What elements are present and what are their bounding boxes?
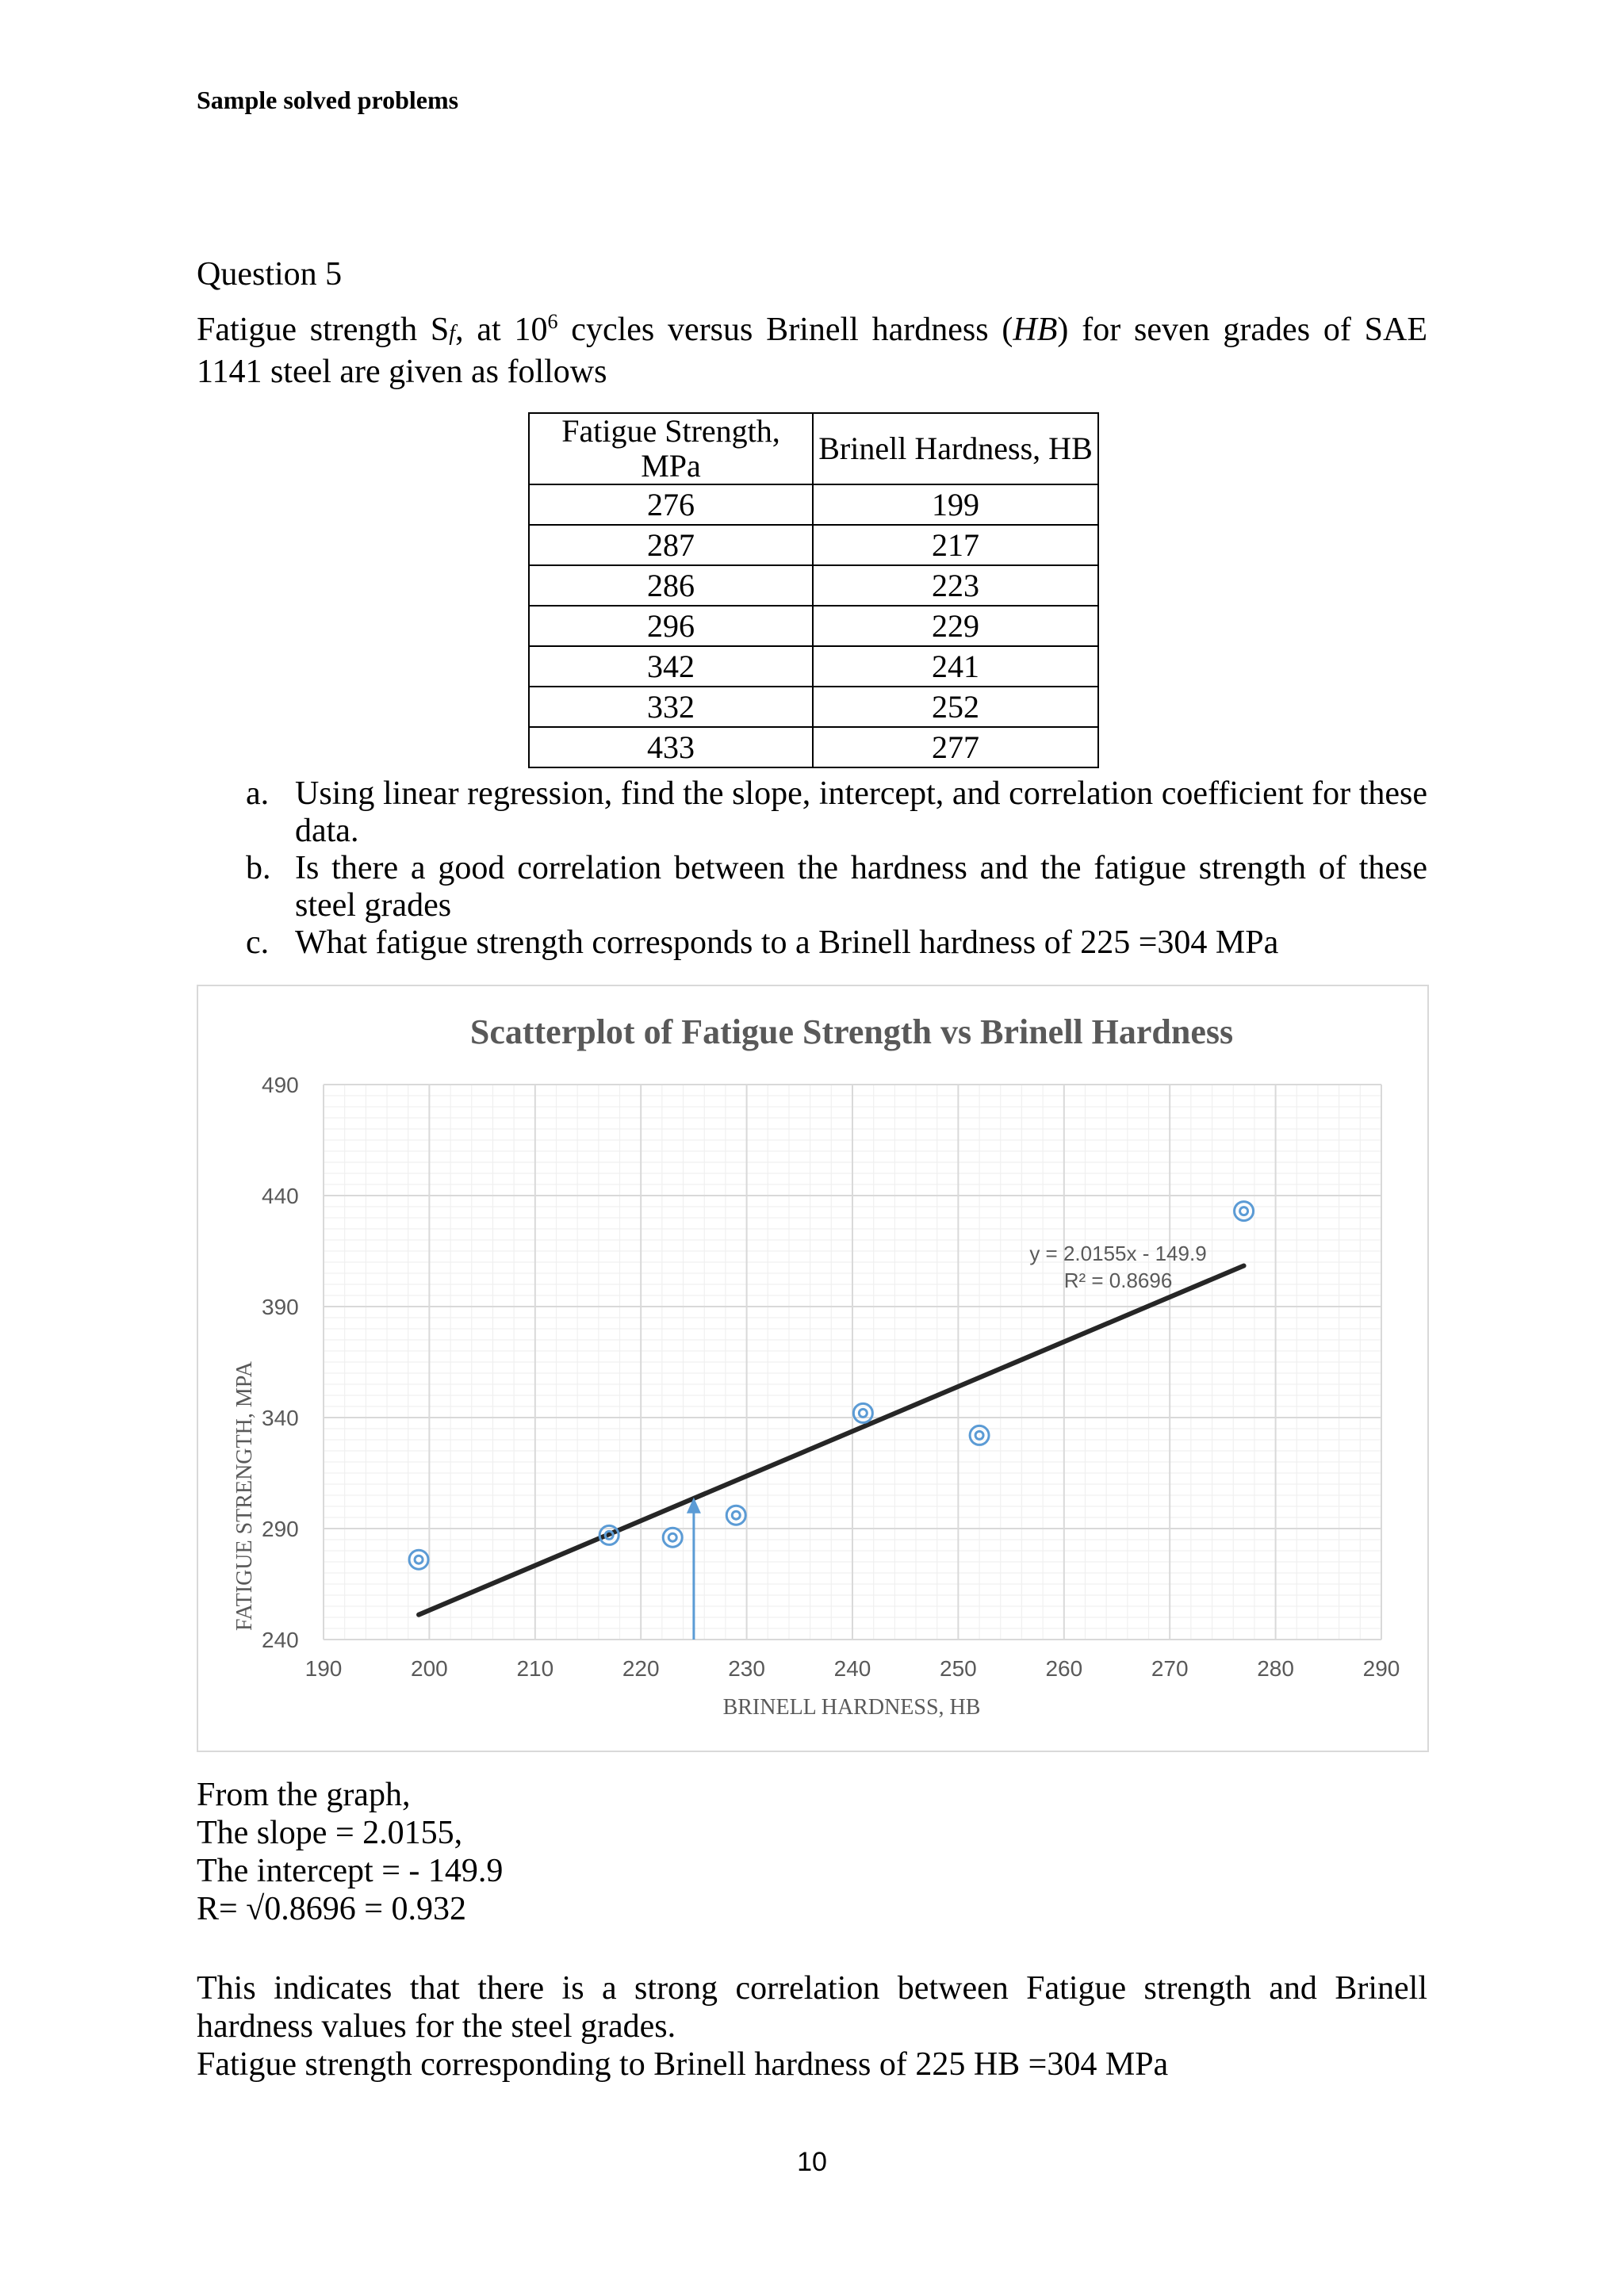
table-cell: 332 [529,687,813,727]
y-tick-label: 290 [262,1517,299,1541]
table-row [529,525,1098,565]
conclusion-line: This indicates that there is a strong correlation between Fatigue strength and Brinell hardness values for the steel grades. [197,1970,1427,2045]
intro-superscript: 6 [547,310,558,333]
x-tick-label: 200 [411,1656,448,1681]
answer-line: From the graph, [197,1777,411,1813]
chart-gridlines [324,1085,1381,1640]
table-row [529,727,1098,767]
table-cell: 241 [813,646,1098,687]
table-row [529,646,1098,687]
answer-line: The intercept = - 149.9 [197,1853,504,1889]
table-cell: 252 [813,687,1098,727]
x-tick-label: 290 [1362,1656,1400,1681]
intro-subscript: f [449,321,456,346]
x-tick-label: 240 [833,1656,871,1681]
trendline-equation: y = 2.0155x - 149.9 [1029,1242,1207,1265]
page-header: Sample solved problems [197,86,459,114]
task-item-b [238,850,1427,924]
chart-y-axis-label: FATIGUE STRENGTH, MPA [232,1361,257,1631]
x-tick-label: 280 [1257,1656,1294,1681]
x-tick-label: 270 [1151,1656,1189,1681]
intro-part-4: ) for seven grades of SAE 1141 steel are given as follows [197,312,1427,390]
table-cell: 277 [813,727,1098,767]
data-point [409,1550,428,1569]
x-tick-label: 190 [304,1656,343,1681]
data-point-inner [415,1556,423,1563]
chart-ticks [262,1073,1400,1681]
table-row [529,606,1098,646]
data-point [726,1506,745,1525]
data-point-inner [732,1511,740,1519]
data-point [663,1528,682,1547]
y-tick-label: 340 [262,1406,299,1430]
y-tick-label: 490 [262,1073,299,1097]
table-header-hardness: Brinell Hardness, HB [813,413,1098,484]
table-row [529,484,1098,525]
x-tick-label: 220 [622,1656,660,1681]
task-item-c [238,924,1427,962]
table-cell: 433 [529,727,813,767]
table-cell: 342 [529,646,813,687]
task-text: Using linear regression, find the slope, intercept, and correlation coefficient for these data. [295,775,1427,849]
table-row [529,565,1098,606]
table-cell: 199 [813,484,1098,525]
conclusion-block [197,1969,1427,2084]
intro-part-1: Fatigue strength S [197,312,450,348]
question-title: Question 5 [197,256,343,293]
table-cell: 286 [529,565,813,606]
x-tick-label: 250 [940,1656,977,1681]
intro-hb: HB [1013,312,1058,348]
task-text: What fatigue strength corresponds to a Brinell hardness of 225 =304 MPa [295,924,1279,961]
task-text: Is there a good correlation between the hardness and the fatigue strength of these steel grades [295,850,1427,924]
x-tick-label: 260 [1045,1656,1083,1681]
trendline-r-squared: R² = 0.8696 [1063,1269,1173,1292]
table-cell: 296 [529,606,813,646]
table-cell: 217 [813,525,1098,565]
y-tick-label: 390 [262,1295,299,1319]
table-cell: 276 [529,484,813,525]
answer-line: The slope = 2.0155, [197,1815,463,1851]
table-cell: 229 [813,606,1098,646]
answer-line: R= √0.8696 = 0.932 [197,1891,466,1927]
x-tick-label: 210 [516,1656,554,1681]
table-cell: 223 [813,565,1098,606]
chart-canvas [198,986,1431,1754]
data-point-inner [1240,1207,1248,1215]
table-header-fatigue: Fatigue Strength, MPa [529,413,813,484]
data-point-inner [859,1409,867,1417]
chart-arrow-group [687,1498,701,1640]
data-point-inner [668,1533,676,1541]
intro-part-2: , at 10 [455,312,548,348]
page-number: 10 [797,2147,827,2177]
task-item-a [238,775,1427,850]
task-marker: a. [246,775,270,812]
answers-block [197,1776,503,1928]
question-intro [197,311,1427,391]
intro-part-3: cycles versus Brinell hardness ( [557,312,1013,348]
data-table [528,412,1099,768]
chart-x-axis-label: BRINELL HARDNESS, HB [722,1695,981,1720]
task-marker: b. [246,850,271,886]
task-marker: c. [246,924,270,961]
conclusion-line: Fatigue strength corresponding to Brinell hardness of 225 HB =304 MPa [197,2046,1169,2083]
table-row [529,687,1098,727]
table-header-row [529,413,1098,484]
chart-title: Scatterplot of Fatigue Strength vs Brinell Hardness [469,1012,1234,1051]
task-list [238,775,1427,962]
y-tick-label: 240 [262,1628,299,1652]
scatter-chart [197,985,1429,1752]
y-tick-label: 440 [262,1184,299,1208]
table-cell: 287 [529,525,813,565]
x-tick-label: 230 [728,1656,765,1681]
